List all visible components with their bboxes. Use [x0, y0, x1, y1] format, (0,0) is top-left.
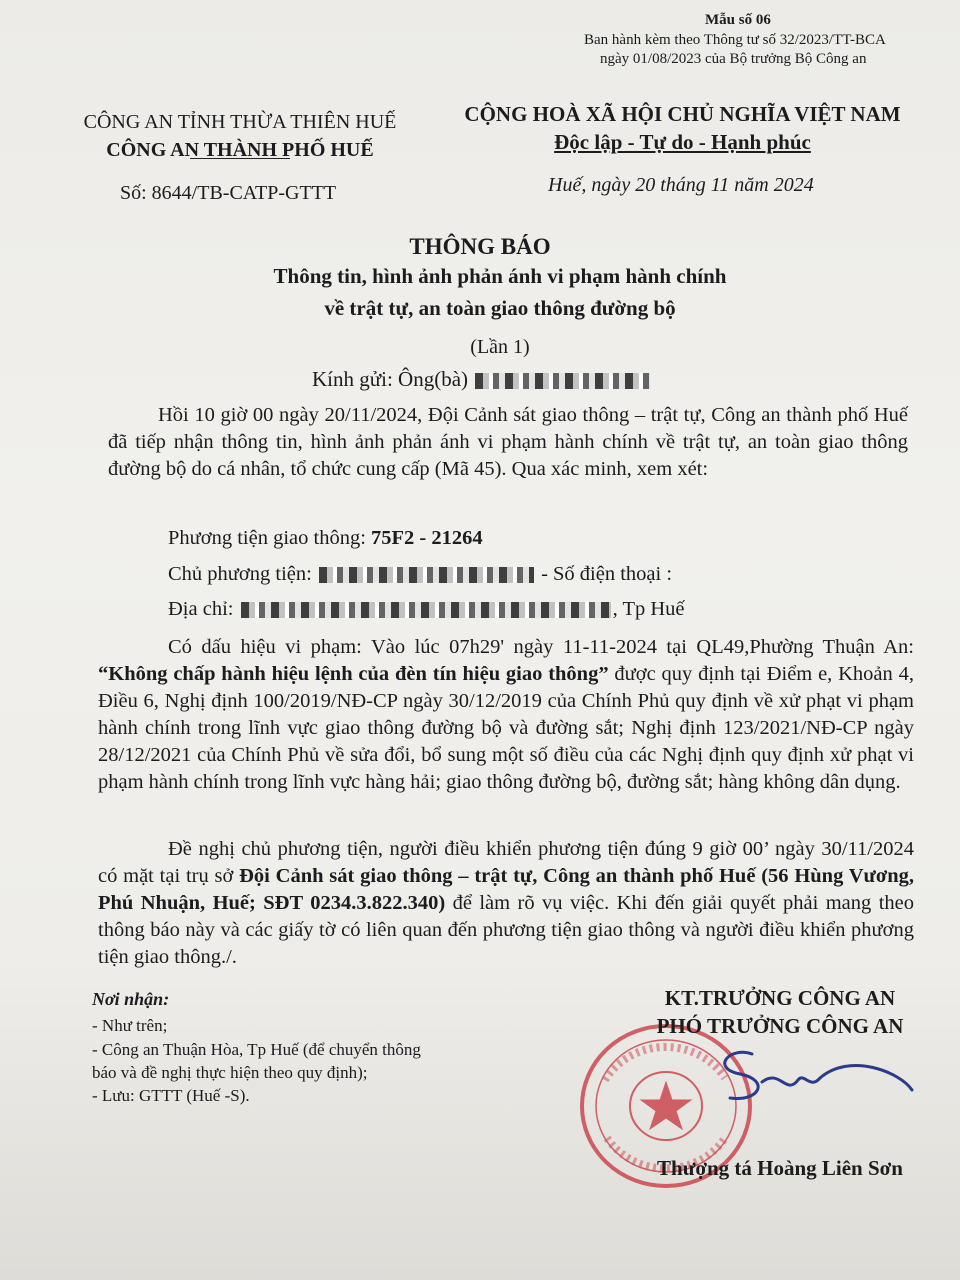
signer-role-1: KT.TRƯỞNG CÔNG AN — [664, 986, 896, 1010]
issued-date-line: ngày 01/08/2023 của Bộ trưởng Bộ Công an — [600, 51, 867, 67]
agency-parent: CÔNG AN TỈNH THỪA THIÊN HUẾ — [83, 111, 397, 133]
redacted-name — [475, 373, 650, 389]
redacted-owner — [319, 567, 534, 583]
form-number: Mẫu số 06 — [705, 12, 771, 28]
agency-block — [60, 108, 420, 164]
address-label: Địa chỉ: — [168, 598, 234, 620]
recipients-label: Nơi nhận: — [92, 989, 170, 1009]
agency-name: CÔNG AN THÀNH PHỐ HUẾ — [106, 139, 374, 161]
violation-description: “Không chấp hành hiệu lệnh của đèn tín hiệu giao thông” — [98, 663, 609, 685]
violation-prefix: Có dấu hiệu vi phạm: Vào lúc 07h29' ngày 11-11-2024 tại QL49,Phường Thuận An: — [168, 636, 914, 658]
recipient-item: - Như trên; — [92, 1016, 168, 1035]
violation-paragraph — [98, 634, 914, 796]
vehicle-plate: 75F2 - 21264 — [371, 527, 483, 549]
request-suffix: để làm rõ vụ việc. Khi đến giải quyết phải mang theo thông báo này và các giấy tờ có liên quan đến phương tiện giao thông và người điều khiển phương tiện giao thông./. — [98, 892, 914, 968]
issued-by-line: Ban hành kèm theo Thông tư số 32/2023/TT-BCA — [584, 32, 886, 48]
recipient-label: Kính gửi: Ông(bà) — [312, 367, 469, 391]
recipient-item: - Lưu: GTTT (Huế -S). — [92, 1086, 250, 1105]
document-title: THÔNG BÁO — [409, 234, 551, 259]
agency-underline — [190, 158, 290, 159]
owner-label: Chủ phương tiện: — [168, 563, 312, 585]
document-subtitle-1: Thông tin, hình ảnh phản ánh vi phạm hành chính — [273, 264, 727, 288]
intro-paragraph — [108, 402, 908, 483]
nation-block — [445, 100, 920, 156]
nation-name: CỘNG HOÀ XÃ HỘI CHỦ NGHĨA VIỆT NAM — [464, 102, 901, 126]
notice-count: (Lần 1) — [470, 336, 530, 358]
redacted-address — [241, 602, 611, 618]
recipient-item: báo và đề nghị thực hiện theo quy định); — [92, 1063, 368, 1082]
request-paragraph — [98, 836, 914, 971]
recipient-line — [312, 367, 652, 392]
phone-label: - Số điện thoại : — [541, 563, 673, 585]
signer-name: Thượng tá Hoàng Liên Sơn — [657, 1156, 903, 1180]
handwritten-signature-icon — [700, 1038, 920, 1110]
request-location: Đội Cảnh sát giao thông – trật tự, Công an thành phố Huế (56 Hùng Vương, Phú Nhuận, Huế; SĐT 0234.3.822.340) — [98, 865, 914, 914]
violation-legal-basis: được quy định tại Điểm e, Khoản 4, Điều 6, Nghị định 100/2019/NĐ-CP ngày 30/12/2019 của Chính Phủ quy định về xử phạt vi phạm hành chính trong lĩnh vực giao thông đường bộ và đường sắt; Nghị định 123/2021/NĐ-CP ngày 28/12/2021 của Chính Phủ về sửa đổi, bổ sung một số điều của các Nghị định quy định xử phạt vi phạm hành chính trong lĩnh vực hàng hải; giao thông đường bộ, đường sắt; hàng không dân dụng. — [98, 663, 914, 793]
vehicle-line — [168, 527, 483, 550]
intro-text: Hồi 10 giờ 00 ngày 20/11/2024, Đội Cảnh sát giao thông – trật tự, Công an thành phố Huế đã tiếp nhận thông tin, hình ảnh phản ánh vi phạm hành chính về trật tự, an toàn giao thông đường bộ do cá nhân, tổ chức cung cấp (Mã 45). Qua xác minh, xem xét: — [108, 404, 908, 480]
document-number: Số: 8644/TB-CATP-GTTT — [120, 182, 337, 204]
place-date: Huế, ngày 20 tháng 11 năm 2024 — [548, 174, 814, 196]
request-prefix: Đề nghị chủ phương tiện, người điều khiển phương tiện đúng 9 giờ 00’ ngày 30/11/2024 có mặt tại trụ sở — [98, 838, 914, 887]
address-line — [168, 598, 685, 621]
signer-role-2: PHÓ TRƯỞNG CÔNG AN — [656, 1014, 904, 1038]
document-subtitle-2: về trật tự, an toàn giao thông đường bộ — [324, 296, 676, 320]
owner-line — [168, 563, 672, 586]
recipient-item: - Công an Thuận Hòa, Tp Huế (để chuyển thông — [92, 1040, 421, 1059]
national-motto: Độc lập - Tự do - Hạnh phúc — [554, 130, 811, 154]
address-city: , Tp Huế — [612, 598, 685, 620]
vehicle-label: Phương tiện giao thông: — [168, 527, 372, 549]
